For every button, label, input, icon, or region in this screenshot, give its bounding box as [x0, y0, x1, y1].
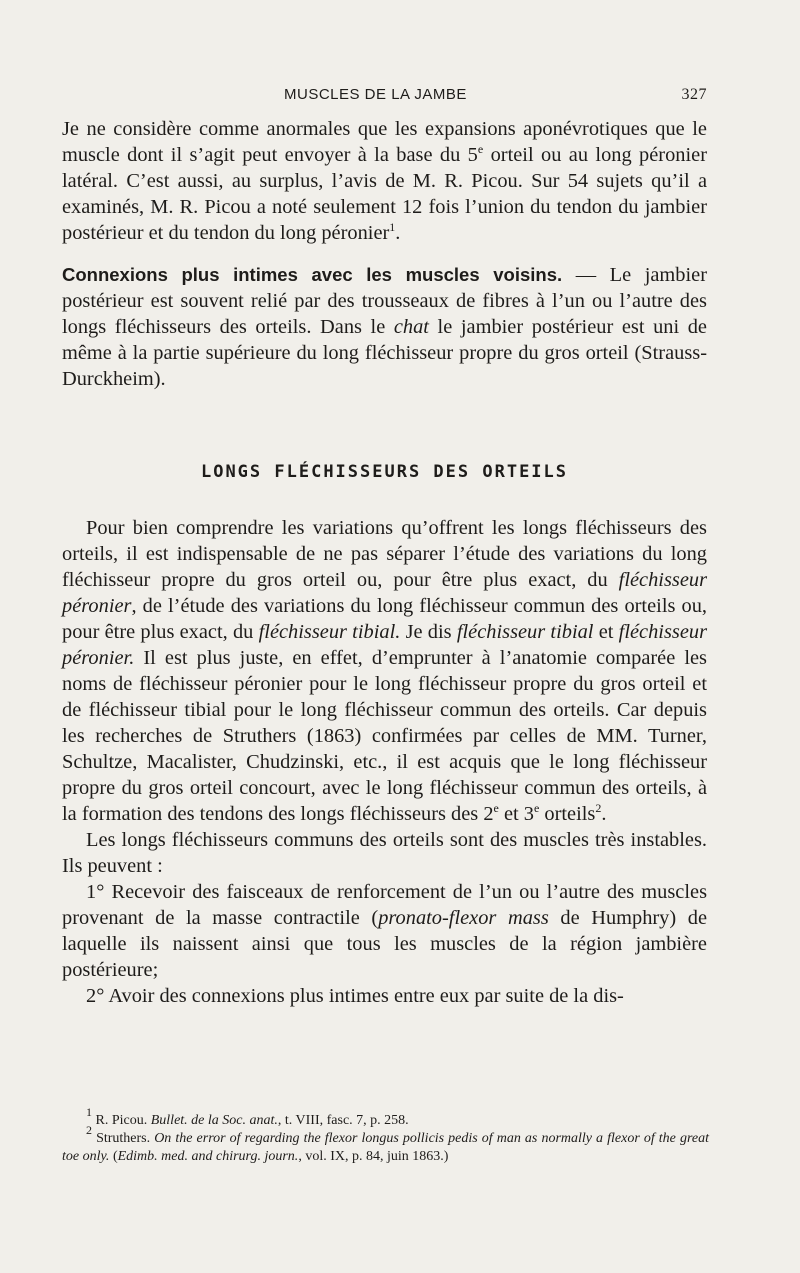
footnote-ref-1[interactable]: 1 — [389, 220, 396, 234]
footnote-2: $^2$ Struthers. On the error of regarding the flexor longus pollicis pedis of man as normally a flexor of the great toe only. (Edimb. med. and chirurg. journ., vol. IX, p. 84, juin 1863.) — [62, 1123, 709, 1164]
paragraph-2: Connexions plus intimes avec les muscles voisins. — Le jambier postérieur est souvent relié par des trousseaux de fibres à l’un ou l’autre des longs fléchisseurs des orteils. Dans le chat le jambier postérieur est uni de même à la partie supérieure du long fléchisseur propre du gros orteil (Strauss-Durckheim). — [62, 264, 707, 390]
footnote-1: $^1$ R. Picou. Bullet. de la Soc. anat., t. VIII, fasc. 7, p. 258. — [86, 1105, 409, 1128]
paragraph-1: Je ne considère comme anormales que les expansions aponévrotiques que le muscle dont il s’agit peut envoyer à la base du 5e orteil ou au long péronier latéral. C’est aussi, au surplus, l’avis de M. R. Picou. Sur 54 sujets qu’il a examinés, M. R. Picou a noté seulement 12 fois l’union du tendon du jambier postérieur et du tendon du long péronier$^1$. — [62, 118, 707, 244]
running-head — [62, 86, 707, 106]
paragraph-3: Pour bien comprendre les variations qu’offrent les longs fléchisseurs des orteils, il est indispensable de ne pas séparer l’étude des variations du long fléchisseur propre du gros orteil ou, pour être plus exact, du fléchisseur péronier, de l’étude des variations du long fléchisseur commun des orteils ou, pour être plus exact, du fléchisseur tibial. Je dis fléchisseur tibial et fléchisseur péronier. Il est plus juste, en effet, d’emprunter à l’anatomie comparée les noms de fléchisseur péronier pour le long fléchisseur propre du gros orteil et de fléchisseur tibial pour le long fléchisseur commun des orteils. Car depuis les recherches de Struthers (1863) confirmées par celles de MM. Turner, Schultze, Macalister, Chudzinski, etc., il est acquis que le long fléchisseur propre du gros orteil concourt, avec le long fléchisseur commun des orteils, à la formation des tendons des longs fléchisseurs des 2e et 3e orteils$^2$. — [62, 517, 708, 825]
section-heading: LONGS FLÉCHISSEURS DES ORTEILS — [200, 462, 569, 482]
footnote-ref-2[interactable]: 2 — [595, 801, 602, 815]
superscript-e: e — [477, 142, 484, 156]
page-number: 327 — [681, 86, 707, 103]
body-text — [62, 116, 707, 1009]
list-item-2: 2° Avoir des connexions plus intimes entre eux par suite de la dis- — [86, 985, 624, 1007]
paragraph-4: Les longs fléchisseurs communs des orteils sont des muscles très instables. Ils peuvent : — [62, 829, 707, 877]
running-head-title: MUSCLES DE LA JAMBE — [284, 86, 467, 103]
list-item-1: 1° Recevoir des faisceaux de renforcement de l’un ou l’autre des muscles provenant de la masse contractile (pronato-flexor mass de Humphry) de laquelle ils naissent ainsi que tous les muscles de la région jambière postérieure; — [62, 881, 708, 981]
footnotes — [62, 1105, 709, 1166]
runin-heading: Connexions plus intimes avec les muscles voisins. — [62, 264, 563, 285]
